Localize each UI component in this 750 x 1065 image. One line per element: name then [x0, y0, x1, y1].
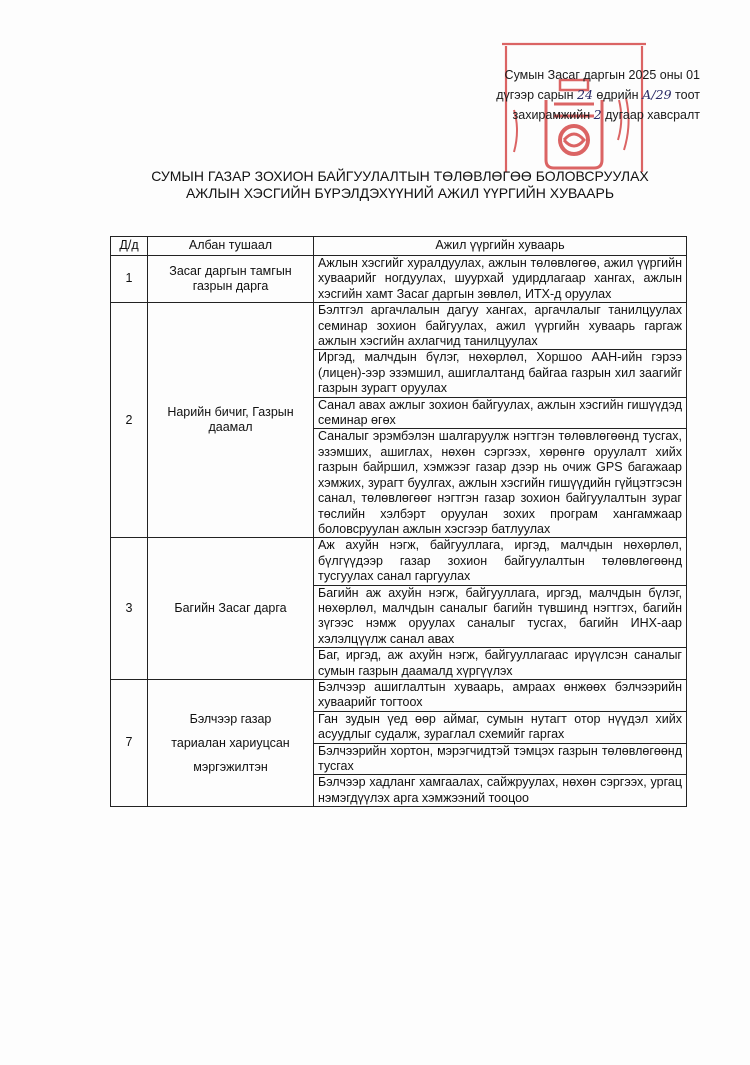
- header-duties: Ажил үүргийн хуваарь: [314, 237, 687, 256]
- position-line: мэргэжилтэн: [193, 760, 268, 775]
- header-line-2-suffix: тоот: [675, 88, 700, 102]
- row-position: Багийн Засаг дарга: [148, 538, 314, 680]
- header-line-1: Сумын Засаг даргын 2025 оны 01: [504, 68, 700, 82]
- duty-cell: Иргэд, малчдын бүлэг, нөхөрлөл, Хоршоо ААН-ийн гэрээ (лицен)-ээр эзэмшил, ашиглалтанд байгаа газрын хил заагийг газрын зурагт оруулах: [314, 350, 687, 397]
- header-line-2: [420, 85, 700, 105]
- row-position: Нарийн бичиг, Газрын даамал: [148, 303, 314, 538]
- duty-cell: Саналыг эрэмбэлэн шалгаруулж нэгтгэн төлөвлөгөөнд тусгах, эзэмших, ашиглах, нөхөн сэргээх, хөрөнгө оруулалт хийх газрын байршил, хэмжээг газар дээр нь очиж GPS багажаар хэмжих, зурагт буулгах, ажлын хэсгийн гишүүдийн гүйцэтгэсэн санал, төлөвлөгөөг нэгтгэн газар зохион байгуулалтын зураг төслийн хэлбэрт оруулан зохих програм хангамжаар боловсруулан ажлын хэсгээр батлуулах: [314, 429, 687, 538]
- duty-cell: Санал авах ажлыг зохион байгуулах, ажлын хэсгийн гишүүдэд семинар өгөх: [314, 397, 687, 429]
- duties-table: [110, 236, 687, 807]
- duty-cell: Ажлын хэсгийг хуралдуулах, ажлын төлөвлөгөө, ажил үүргийн хуваарийг ногдуулах, шуурхай удирдлагаар хангах, ажлын хэсгийн хамт Засаг даргын зөвлөл, ИТХ-д оруулах: [314, 256, 687, 303]
- duty-cell: Бэлчээр хадланг хамгаалах, сайжруулах, нөхөн сэргээх, ургац нэмэгдүүлэх арга хэмжээний тооцоо: [314, 775, 687, 807]
- header-line-3-suffix: дугаар хавсралт: [605, 108, 700, 122]
- duty-cell: Бэлчээрийн хортон, мэрэгчидтэй тэмцэх газрын төлөвлөгөөнд тусгах: [314, 743, 687, 775]
- header-position: Албан тушаал: [148, 237, 314, 256]
- appendix-header: [420, 66, 700, 125]
- row-position: Засаг даргын тамгын газрын дарга: [148, 256, 314, 303]
- row-number: 2: [111, 303, 148, 538]
- header-line-2-prefix: дүгээр сарын: [496, 88, 574, 102]
- duty-cell: Бэлтгэл аргачлалын дагуу хангах, аргачлалыг танилцуулах семинар зохион байгуулах, ажил үүргийн хуваарь гаргаж ажлын хэсгийн ахлагчид танилцуулах: [314, 303, 687, 350]
- row-number: 1: [111, 256, 148, 303]
- duty-cell: Баг, иргэд, аж ахуйн нэгж, байгууллагаас ирүүлсэн саналыг сумын газрын даамалд хүргүүлэх: [314, 648, 687, 680]
- table-header-row: [111, 237, 687, 256]
- position-line: тариалан хариуцсан: [171, 736, 290, 751]
- header-number: Д/д: [111, 237, 148, 256]
- document-title: [110, 168, 690, 202]
- title-line-2: АЖЛЫН ХЭСГИЙН БҮРЭЛДЭХҮҮНИЙ АЖИЛ ҮҮРГИЙН ХУВААРЬ: [185, 185, 615, 201]
- header-appendix-number-handwritten: 2: [593, 107, 602, 122]
- header-line-3-prefix: захирамжийн: [512, 108, 591, 122]
- duty-cell: Аж ахуйн нэгж, байгууллага, иргэд, малчдын нөхөрлөл, бүлгүүдээр газар зохион байгуулалтын төлөвлөгөөнд тусгуулах санал гаргуулах: [314, 538, 687, 585]
- header-day-handwritten: 24: [577, 87, 593, 102]
- table-row: [111, 256, 687, 303]
- duty-cell: Ган зудын үед өөр аймаг, сумын нутагт отор нүүдэл хийх асуудлыг судалж, зураглал схемийг гаргах: [314, 711, 687, 743]
- row-number: 3: [111, 538, 148, 680]
- table-row: [111, 538, 687, 585]
- duty-cell: Бэлчээр ашиглалтын хуваарь, амраах өнжөөх бэлчээрийн хуваарийг тогтоох: [314, 679, 687, 711]
- position-line: Бэлчээр газар: [189, 712, 272, 727]
- row-number: 7: [111, 679, 148, 806]
- table-row: [111, 303, 687, 350]
- header-line-3: [420, 105, 700, 125]
- duty-cell: Багийн аж ахуйн нэгж, байгууллага, иргэд, малчдын бүлэг, нөхөрлөл, малчдын саналыг багийн түвшинд нэгтгэх, багийн зүгээс нэмж оруулах саналыг тусгах, багийн ИНХ-аар хэлэлцүүлж санал авах: [314, 585, 687, 648]
- header-line-2-mid: өдрийн: [596, 88, 639, 102]
- title-line-1: СУМЫН ГАЗАР ЗОХИОН БАЙГУУЛАЛТЫН ТӨЛӨВЛӨГӨӨ БОЛОВСРУУЛАХ: [151, 168, 649, 184]
- header-number-handwritten: А/29: [641, 87, 672, 102]
- table-row: [111, 679, 687, 711]
- row-position: [148, 679, 314, 806]
